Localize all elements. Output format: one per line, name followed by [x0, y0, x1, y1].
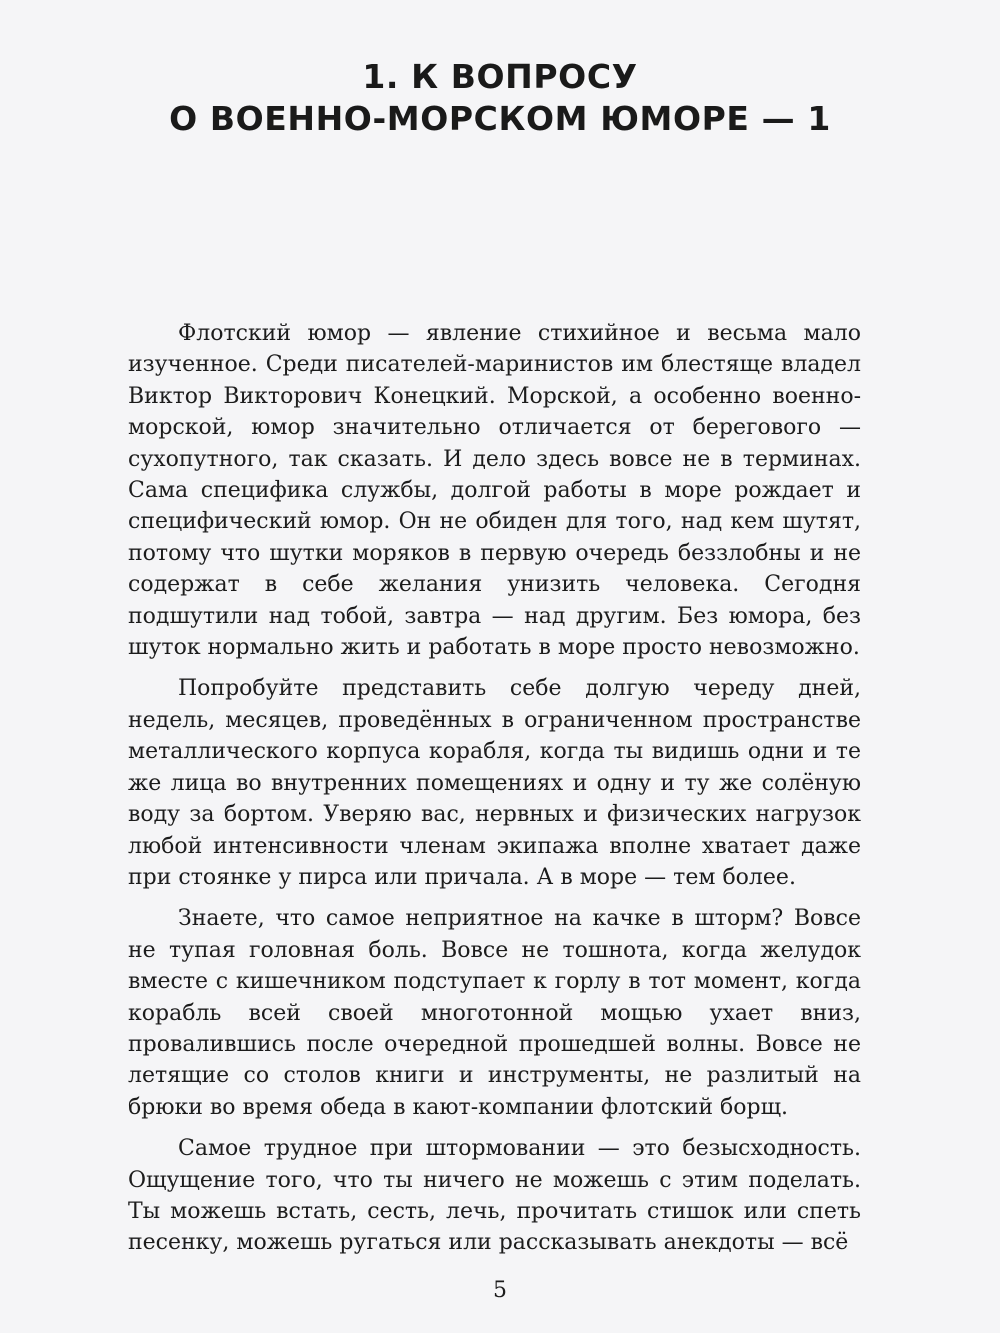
chapter-title-line-1: 1. К ВОПРОСУ — [362, 57, 638, 96]
page-number: 5 — [493, 1278, 507, 1303]
paragraph: Попробуйте представить себе долгую череду дней, недель, месяцев, проведённых в ограниченном пространстве металлического корпуса корабля, когда ты видишь одни и те же лица во внутренних помещениях и одну и ту же солёную воду за бортом. Уверяю вас, нервных и физических нагрузок любой интенсивности членам экипажа вполне хватает даже при стоянке у пирса или причала. А в море — тем более. — [128, 676, 861, 890]
paragraph: Самое трудное при штормовании — это безысходность. Ощущение того, что ты ничего не можешь с этим поделать. Ты можешь встать, сесть, лечь, прочитать стишок или спеть песенку, можешь ругаться или рассказывать анекдоты — всё — [128, 1136, 861, 1256]
paragraph: Знаете, что самое неприятное на качке в шторм? Вовсе не тупая головная боль. Вовсе не тошнота, когда желудок вместе с кишечником подступает к горлу в тот момент, когда корабль всей своей многотонной мощью ухает вниз, провалившись после очередной прошедшей волны. Вовсе не летящие со столов книги и инструменты, не разлитый на брюки во время обеда в кают-компании флотский борщ. — [128, 906, 861, 1120]
body-text — [128, 318, 861, 1269]
chapter-title-line-2: О ВОЕННО-МОРСКОМ ЮМОРЕ — 1 — [169, 99, 831, 138]
paragraph: Флотский юмор — явление стихийное и весьма мало изученное. Среди писателей-маринистов им блестяще владел Виктор Викторович Конецкий. Морской, а особенно военно-морской, юмор значительно отличается от берегового — сухопутного, так сказать. И дело здесь вовсе не в терминах. Сама специфика службы, долгой работы в море рождает и специфический юмор. Он не обиден для того, над кем шутят, потому что шутки моряков в первую очередь беззлобны и не содержат в себе желания унизить человека. Сегодня подшутили над тобой, завтра — над другим. Без юмора, без шуток нормально жить и работать в море просто невозможно. — [128, 321, 861, 661]
chapter-title — [130, 56, 870, 140]
